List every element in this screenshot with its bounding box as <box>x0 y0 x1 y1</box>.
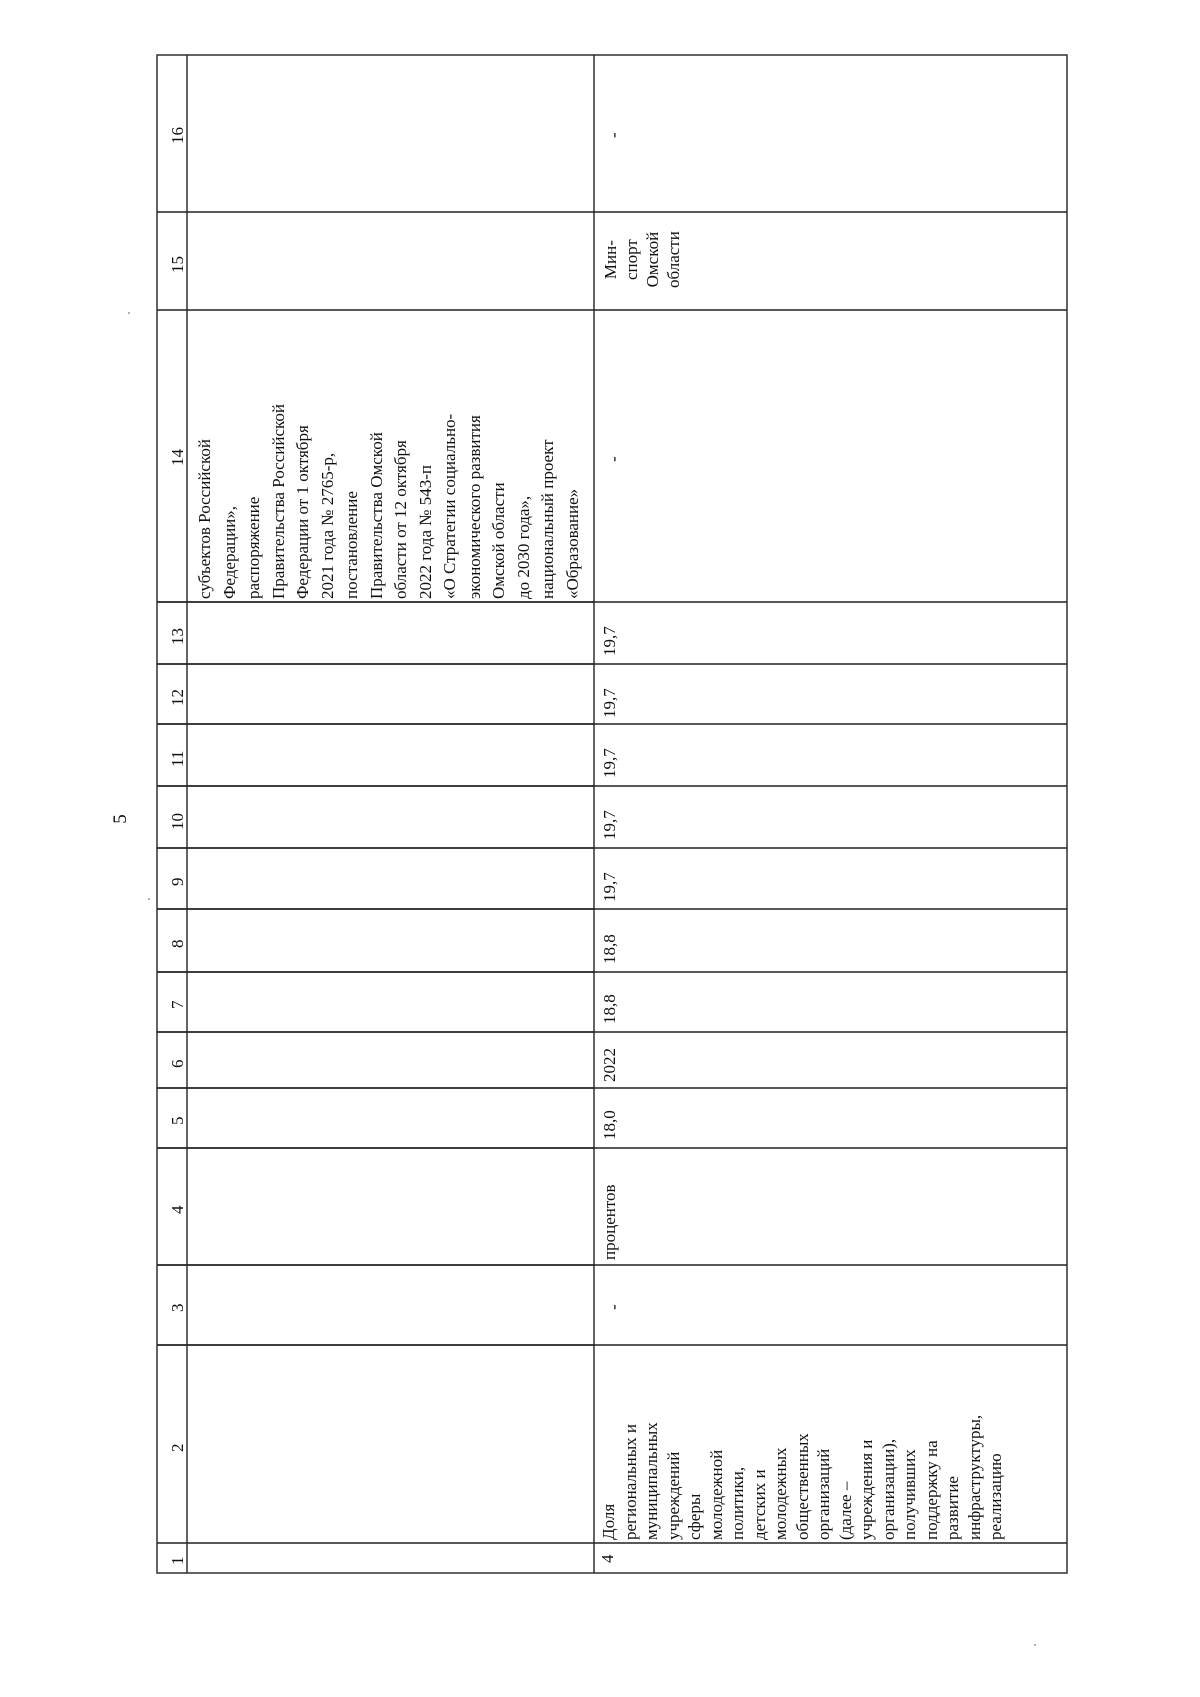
row4-col12: 19,7 <box>600 688 619 718</box>
header-col-14: 14 <box>168 449 187 466</box>
row4-col13: 19,7 <box>600 626 619 656</box>
row4-col9: 19,7 <box>600 872 619 902</box>
row4-col14: - <box>604 456 623 462</box>
scan-speck <box>148 898 150 900</box>
header-col-10: 10 <box>168 813 187 830</box>
header-col-11: 11 <box>168 750 187 767</box>
header-col-8: 8 <box>168 939 187 948</box>
row4-col16: - <box>604 132 623 138</box>
row4-col3: - <box>604 1304 623 1310</box>
header-col-13: 13 <box>168 628 187 645</box>
continued-legal-basis: субъектов Российской Федерации», распоряжение Правительства Российской Федерации от 1 октября 2021 года № 2765-р, постановление Правительства Омской области от 12 октября 2022 года № 543-п «О Стратегии социально- экономического развития Омской области до 2030 года», национальный проект «Образование» <box>195 403 582 599</box>
row4-unit: процентов <box>600 1184 619 1260</box>
row4-col10: 19,7 <box>600 810 619 840</box>
header-col-1: 1 <box>168 1556 187 1565</box>
row4-base-year: 2022 <box>600 1048 619 1082</box>
row4-col11: 19,7 <box>600 748 619 778</box>
row4-col8: 18,8 <box>600 934 619 964</box>
scan-speck <box>1034 1644 1036 1646</box>
page-number: 5 <box>110 814 131 824</box>
header-col-12: 12 <box>168 689 187 706</box>
header-col-16: 16 <box>168 127 187 144</box>
row4-responsible: Мин- спорт Омской области <box>601 231 683 288</box>
row4-number: 4 <box>598 1554 617 1563</box>
row4-col7: 18,8 <box>600 994 619 1024</box>
row4-base-value: 18,0 <box>600 1110 619 1140</box>
scan-speck <box>128 312 130 314</box>
header-col-2: 2 <box>168 1443 187 1452</box>
header-col-6: 6 <box>168 1059 187 1068</box>
header-col-5: 5 <box>168 1116 187 1125</box>
header-col-15: 15 <box>168 256 187 273</box>
row4-indicator-name: Доля региональных и муниципальных учреждений сферы молодежной политики, детских и молодежных общественных организаций (далее – учреждения и организации), получивших поддержку на развитие инфраструктуры, реализацию <box>599 1414 1005 1540</box>
header-col-7: 7 <box>168 1000 187 1009</box>
header-col-9: 9 <box>168 877 187 886</box>
header-col-3: 3 <box>168 1303 187 1312</box>
header-col-4: 4 <box>168 1205 187 1214</box>
